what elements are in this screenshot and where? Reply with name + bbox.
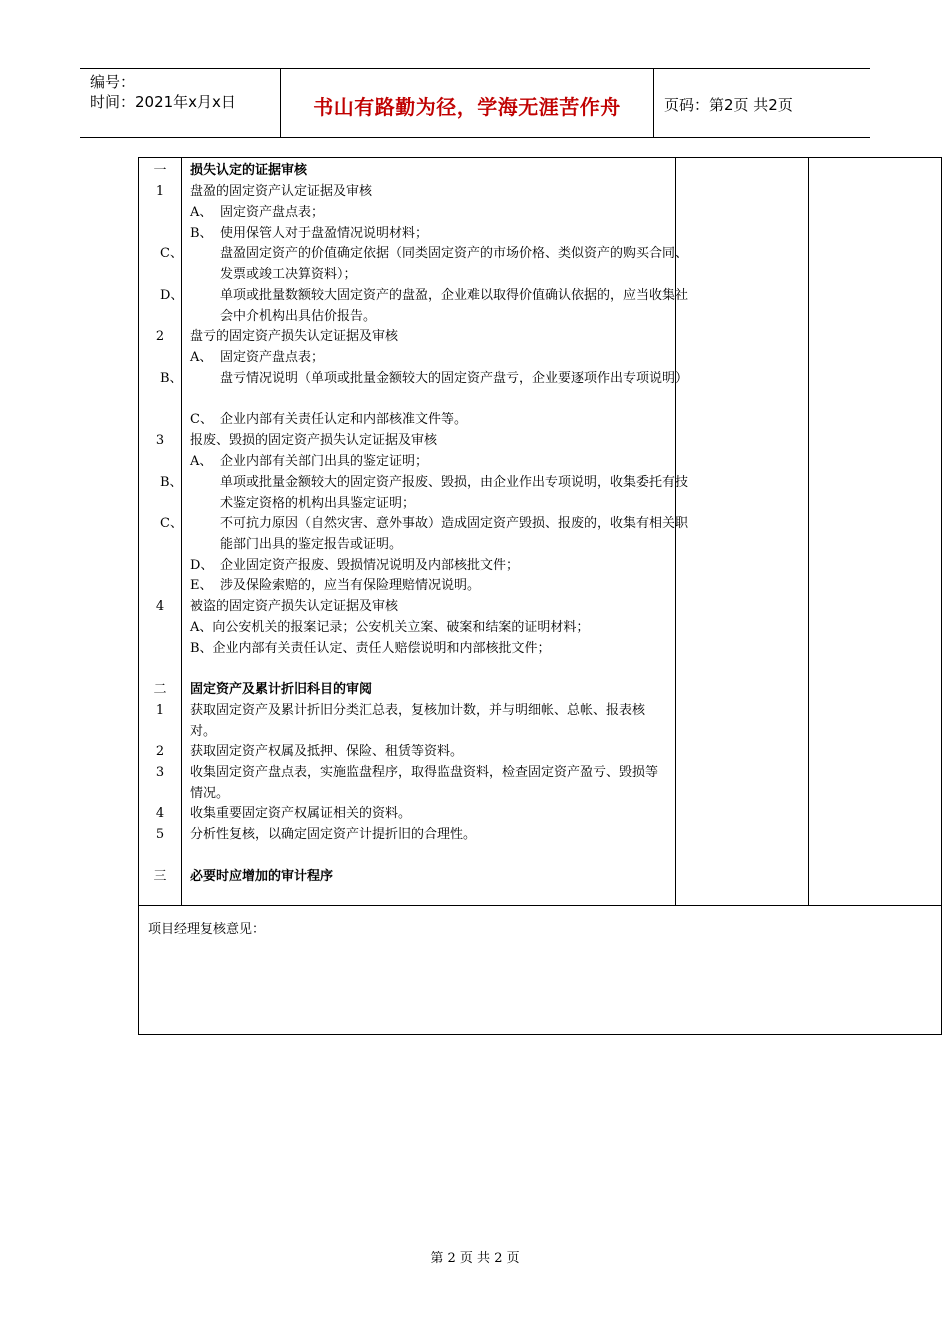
sub-item-label: A、 [190,350,213,365]
item-title: 获取固定资产权属及抵押、保险、租赁等资料。 [190,744,464,759]
item-title: 收集固定资产盘点表，实施监盘程序，取得监盘资料，检查固定资产盈亏、毁损等情况。 [190,765,659,801]
sub-item [190,452,668,473]
sub-item-label: C、 [190,412,213,427]
sub-item-text: 企业内部有关责任认定和内部核准文件等。 [220,412,468,427]
item-number: 3 [155,765,165,780]
item-title: 盘亏的固定资产损失认定证据及审核 [190,329,399,344]
sub-item-text: 盘盈固定资产的价值确定依据（同类固定资产的市场价格、类似资产的购买合同、发票或竣工决算资料）； [220,246,689,282]
item-number: 2 [155,744,165,759]
sub-item-label: A、 [190,205,213,220]
sub-item-label: B、 [190,226,213,241]
item-number: 1 [155,703,165,718]
sub-item-text: 盘亏情况说明（单项或批量金额较大的固定资产盘亏，企业要逐项作出专项说明） [220,371,689,386]
item-title: 盘盈的固定资产认定证据及审核 [190,184,373,199]
date-label: 时间：2021年x月x日 [90,93,236,111]
sub-item-text: A、向公安机关的报案记录；公安机关立案、破案和结案的证明材料； [190,620,590,635]
section-title: 固定资产及累计折旧科目的审阅 [190,682,373,697]
sub-item [190,224,668,245]
item-number: 2 [155,329,165,344]
section-title: 损失认定的证据审核 [190,163,308,178]
col-divider-extra [808,158,809,906]
item-number: 4 [155,599,165,614]
sub-item-label: A、 [190,454,213,469]
item-number: 1 [155,184,165,199]
sub-item [160,473,698,514]
sub-item-text: 涉及保险索赔的，应当有保险理赔情况说明。 [220,578,481,593]
sub-item-text: 固定资产盘点表； [220,205,325,220]
item-number: 4 [155,806,165,821]
sub-item-text: 使用保管人对于盘盈情况说明材料； [220,226,429,241]
sub-item [190,556,668,577]
item-title: 收集重要固定资产权属证相关的资料。 [190,806,412,821]
header-motto-cell [281,69,654,137]
section-number: 三 [153,869,167,884]
sub-item-label: D、 [190,558,214,573]
review-label: 项目经理复核意见： [148,922,266,937]
sub-item [190,203,668,224]
header-info-cell [80,69,281,137]
section-number: 一 [153,163,167,178]
sub-item [160,369,698,390]
sub-item [160,514,698,555]
header-page-cell [654,69,870,137]
section-number: 二 [153,682,167,697]
sub-item-text: 单项或批量数额较大固定资产的盘盈，企业难以取得价值确认依据的，应当收集社会中介机构出具估价报告。 [220,288,689,324]
item-number: 5 [155,827,165,842]
sub-item [190,576,668,597]
page-footer: 第 2 页 共 2 页 [430,1251,520,1266]
item-title: 分析性复核，以确定固定资产计提折旧的合理性。 [190,827,477,842]
page-number-label: 页码：第2页 共2页 [664,96,793,114]
doc-number-label: 编号： [90,73,136,91]
item-number: 3 [155,433,165,448]
sub-item [190,348,668,369]
sub-item-label: C、 [160,246,183,261]
sub-item [160,286,698,327]
sub-item-text: 固定资产盘点表； [220,350,325,365]
section-title: 必要时应增加的审计程序 [190,869,334,884]
item-title: 报废、毁损的固定资产损失认定证据及审核 [190,433,438,448]
sub-item [160,244,698,285]
sub-item-text: 不可抗力原因（自然灾害、意外事故）造成固定资产毁损、报废的，收集有相关职能部门出具的鉴定报告或证明。 [220,516,689,552]
page-header [80,68,870,138]
sub-item-text: 企业固定资产报废、毁损情况说明及内部核批文件； [220,558,520,573]
motto: 书山有路勤为径，学海无涯苦作舟 [313,95,621,119]
row-divider-review [139,905,941,906]
sub-item-text: 单项或批量金额较大的固定资产报废、毁损，由企业作出专项说明，收集委托有技术鉴定资格的机构出具鉴定证明； [220,475,689,511]
sub-item-label: C、 [160,516,183,531]
sub-item-label: B、 [160,475,183,490]
sub-item-label: E、 [190,578,213,593]
sub-item-text: B、企业内部有关责任认定、责任人赔偿说明和内部核批文件； [190,641,551,656]
item-title: 被盗的固定资产损失认定证据及审核 [190,599,399,614]
sub-item-label: B、 [160,371,183,386]
sub-item-text: 企业内部有关部门出具的鉴定证明； [220,454,429,469]
sub-item [190,410,668,431]
item-title: 获取固定资产及累计折旧分类汇总表，复核加计数，并与明细帐、总帐、报表核对。 [190,703,646,739]
sub-item-label: D、 [160,288,184,303]
